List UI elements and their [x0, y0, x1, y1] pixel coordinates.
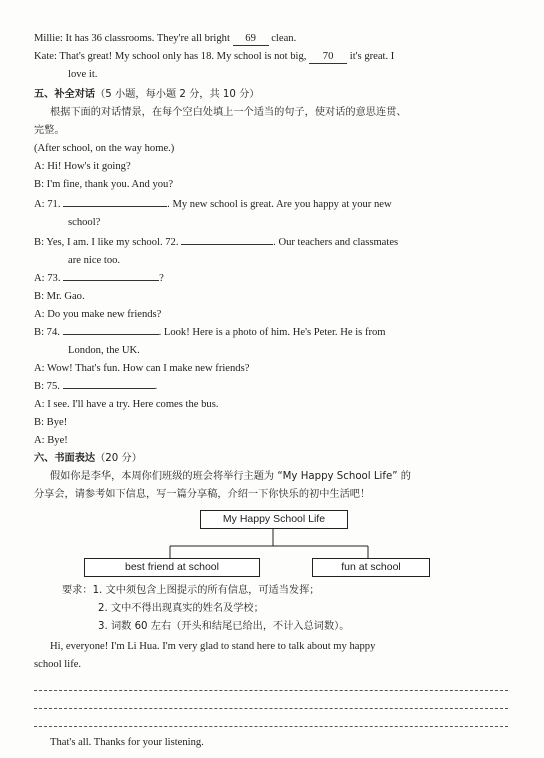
kate-text: That's great! My school only has 18. My school is not big, — [59, 51, 307, 62]
dialog-line: A: I see. I'll have a try. Here comes the bus. — [34, 399, 219, 410]
speaker-kate: Kate: — [34, 51, 57, 62]
speaker-millie: Millie: — [34, 33, 63, 44]
section5-num: 五、 — [34, 89, 55, 100]
millie-text: It has 36 classrooms. They're all bright — [65, 33, 230, 44]
question-number: A: 71. — [34, 199, 61, 210]
section6-num: 六、 — [34, 453, 55, 464]
dialog-text: I'm fine, thank you. And you? — [46, 179, 174, 190]
diagram-left-box: best friend at school — [84, 558, 260, 577]
question-71-cont: school? — [68, 217, 101, 228]
diagram-right-box: fun at school — [312, 558, 430, 577]
question-number: B: 75. — [34, 381, 60, 392]
requirement-text: 1. 文中须包含上图提示的所有信息，可适当发挥； — [92, 585, 320, 596]
kate-line-cont: love it. — [68, 69, 98, 80]
millie-text-end: clean. — [271, 33, 297, 44]
speaker: B: — [34, 179, 45, 190]
writing-line[interactable] — [34, 690, 508, 691]
question-end: . — [154, 381, 158, 392]
writing-line[interactable] — [34, 726, 508, 727]
requirement-2: 2. 文中不得出现真实的姓名及学校； — [98, 603, 264, 614]
question-end: ? — [159, 273, 164, 284]
blank-69[interactable]: 69 — [233, 33, 269, 46]
speaker: A: — [34, 161, 45, 172]
section5-instruction: 根据下面的对话情景，在每个空白处填上一个适当的句子，使对话的意思连贯、 — [50, 107, 407, 118]
dialog-line: B: Mr. Gao. — [34, 291, 85, 302]
essay-opening-cont: school life. — [34, 659, 82, 670]
requirement-1 — [62, 584, 319, 598]
section5-score: （5 小题，每小题 2 分，共 10 分） — [95, 89, 260, 100]
dialog-text: Hi! How's it going? — [47, 161, 131, 172]
section5-instruction-cont: 完整。 — [34, 125, 65, 136]
question-text: B: Yes, I am. I like my school. 72. — [34, 237, 179, 248]
dialog-line: B: Bye! — [34, 417, 68, 428]
question-text: . Our teachers and classmates — [273, 237, 399, 248]
dialog-line: A: Do you make new friends? — [34, 309, 162, 320]
dialog-line: A: Wow! That's fun. How can I make new friends? — [34, 363, 250, 374]
scene-note: (After school, on the way home.) — [34, 143, 175, 154]
section6-score: （20 分） — [95, 453, 142, 464]
writing-prompt: 假如你是李华，本周你们班级的班会将举行主题为 “My Happy School Life” 的 — [50, 471, 411, 482]
question-74-cont: London, the UK. — [68, 345, 140, 356]
question-text: . My new school is great. Are you happy at your new — [167, 199, 392, 210]
diagram-root-box: My Happy School Life — [200, 510, 348, 529]
section6-title: 书面表达 — [54, 453, 96, 464]
essay-closing: That's all. Thanks for your listening. — [50, 737, 204, 748]
writing-line[interactable] — [34, 708, 508, 709]
requirements-label: 要求： — [62, 585, 93, 596]
question-number: B: 74. — [34, 327, 60, 338]
question-number: A: 73. — [34, 273, 61, 284]
question-72-cont: are nice too. — [68, 255, 121, 266]
question-text: . Look! Here is a photo of him. He's Peter. He is from — [158, 327, 386, 338]
essay-opening: Hi, everyone! I'm Li Hua. I'm very glad to stand here to talk about my happy — [50, 641, 376, 652]
dialog-line: A: Bye! — [34, 435, 68, 446]
requirement-3: 3. 词数 60 左右（开头和结尾已给出，不计入总词数）。 — [98, 621, 350, 632]
blank-70[interactable]: 70 — [309, 51, 347, 64]
writing-prompt-cont: 分享会，请参考如下信息，写一篇分享稿，介绍一下你快乐的初中生活吧！ — [34, 489, 371, 500]
kate-text-end: it's great. I — [349, 51, 395, 62]
section5-title: 补全对话 — [54, 89, 96, 100]
